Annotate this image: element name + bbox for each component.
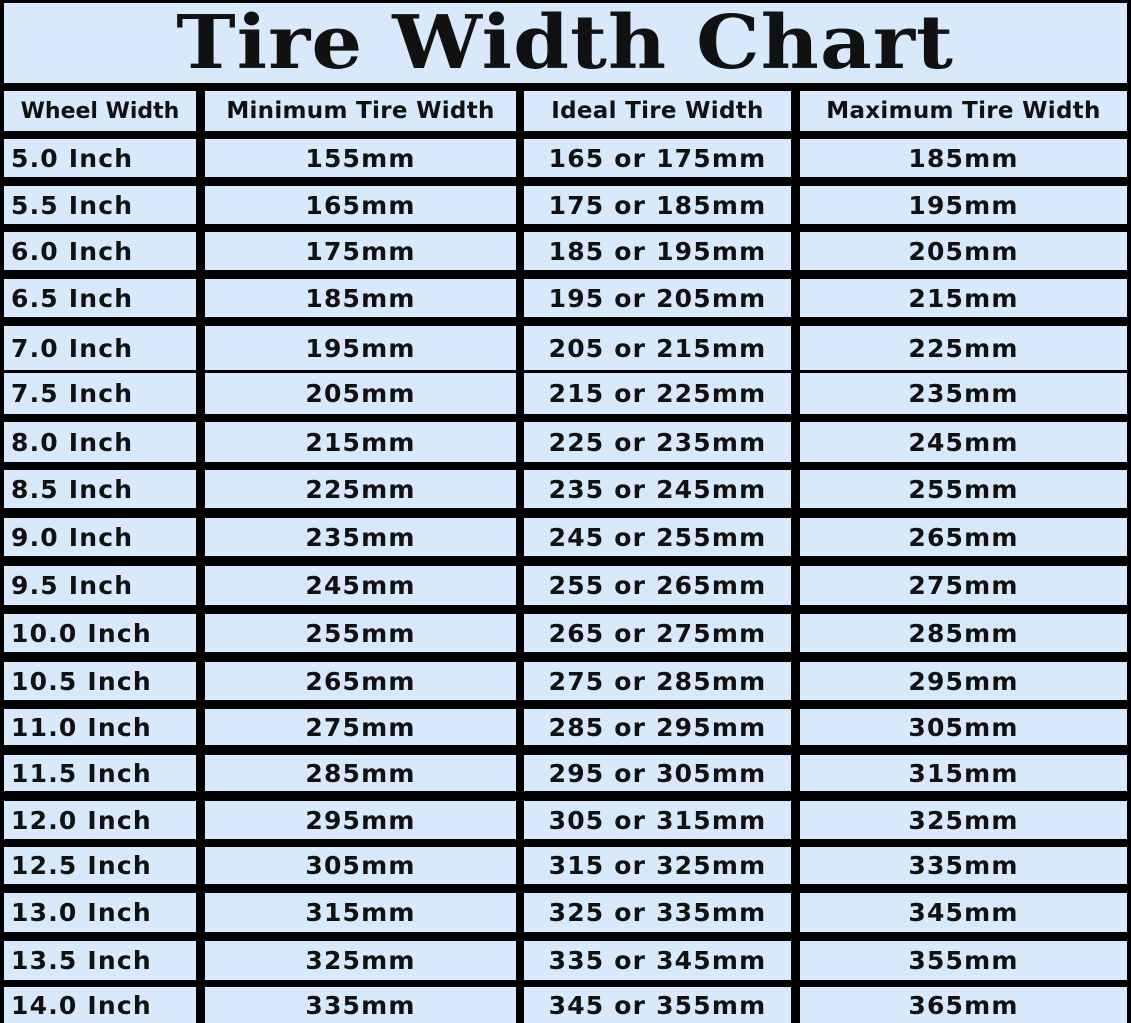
- table-cell-wheel-width: 14.0 Inch: [4, 987, 196, 1023]
- table-cell-ideal-tire-width: 245 or 255mm: [524, 518, 791, 556]
- table-cell-ideal-tire-width: 315 or 325mm: [524, 847, 791, 884]
- table-cell-minimum-tire-width: 185mm: [205, 279, 516, 317]
- table-cell-ideal-tire-width: 205 or 215mm: [524, 326, 791, 370]
- table-cell-maximum-tire-width: 325mm: [800, 801, 1127, 839]
- table-cell-maximum-tire-width: 205mm: [800, 232, 1127, 270]
- table-cell-wheel-width: 10.5 Inch: [4, 662, 196, 700]
- table-cell-wheel-width: 6.0 Inch: [4, 232, 196, 270]
- table-cell-maximum-tire-width: 315mm: [800, 755, 1127, 791]
- table-cell-minimum-tire-width: 205mm: [205, 373, 516, 414]
- table-cell-maximum-tire-width: 305mm: [800, 709, 1127, 745]
- table-cell-wheel-width: 12.5 Inch: [4, 847, 196, 884]
- table-cell-ideal-tire-width: 175 or 185mm: [524, 186, 791, 224]
- table-cell-minimum-tire-width: 175mm: [205, 232, 516, 270]
- table-cell-minimum-tire-width: 215mm: [205, 422, 516, 462]
- table-cell-wheel-width: 5.0 Inch: [4, 139, 196, 177]
- column-header-maximum-tire-width: Maximum Tire Width: [800, 91, 1127, 131]
- table-cell-ideal-tire-width: 165 or 175mm: [524, 139, 791, 177]
- table-cell-minimum-tire-width: 225mm: [205, 470, 516, 508]
- column-header-ideal-tire-width: Ideal Tire Width: [524, 91, 791, 131]
- table-cell-ideal-tire-width: 195 or 205mm: [524, 279, 791, 317]
- table-cell-ideal-tire-width: 325 or 335mm: [524, 893, 791, 932]
- table-cell-minimum-tire-width: 325mm: [205, 941, 516, 980]
- table-cell-minimum-tire-width: 295mm: [205, 801, 516, 839]
- table-cell-wheel-width: 11.5 Inch: [4, 755, 196, 791]
- table-cell-maximum-tire-width: 235mm: [800, 373, 1127, 414]
- table-cell-ideal-tire-width: 335 or 345mm: [524, 941, 791, 980]
- table-cell-maximum-tire-width: 265mm: [800, 518, 1127, 556]
- table-cell-minimum-tire-width: 265mm: [205, 662, 516, 700]
- table-cell-ideal-tire-width: 235 or 245mm: [524, 470, 791, 508]
- table-cell-ideal-tire-width: 305 or 315mm: [524, 801, 791, 839]
- table-cell-minimum-tire-width: 245mm: [205, 566, 516, 605]
- table-cell-ideal-tire-width: 215 or 225mm: [524, 373, 791, 414]
- table-cell-maximum-tire-width: 345mm: [800, 893, 1127, 932]
- table-cell-minimum-tire-width: 335mm: [205, 987, 516, 1023]
- table-cell-wheel-width: 13.5 Inch: [4, 941, 196, 980]
- table-cell-maximum-tire-width: 285mm: [800, 614, 1127, 652]
- table-cell-wheel-width: 6.5 Inch: [4, 279, 196, 317]
- table-cell-wheel-width: 7.5 Inch: [4, 373, 196, 414]
- table-cell-wheel-width: 8.5 Inch: [4, 470, 196, 508]
- table-cell-minimum-tire-width: 235mm: [205, 518, 516, 556]
- table-cell-minimum-tire-width: 195mm: [205, 326, 516, 370]
- table-cell-wheel-width: 9.5 Inch: [4, 566, 196, 605]
- table-cell-minimum-tire-width: 275mm: [205, 709, 516, 745]
- table-cell-minimum-tire-width: 315mm: [205, 893, 516, 932]
- table-cell-wheel-width: 9.0 Inch: [4, 518, 196, 556]
- table-cell-maximum-tire-width: 185mm: [800, 139, 1127, 177]
- table-cell-wheel-width: 12.0 Inch: [4, 801, 196, 839]
- table-cell-wheel-width: 8.0 Inch: [4, 422, 196, 462]
- table-cell-maximum-tire-width: 195mm: [800, 186, 1127, 224]
- table-cell-maximum-tire-width: 295mm: [800, 662, 1127, 700]
- table-cell-maximum-tire-width: 275mm: [800, 566, 1127, 605]
- table-cell-ideal-tire-width: 255 or 265mm: [524, 566, 791, 605]
- table-cell-minimum-tire-width: 165mm: [205, 186, 516, 224]
- table-cell-ideal-tire-width: 295 or 305mm: [524, 755, 791, 791]
- table-cell-maximum-tire-width: 225mm: [800, 326, 1127, 370]
- table-cell-maximum-tire-width: 215mm: [800, 279, 1127, 317]
- chart-title: Tire Width Chart: [176, 0, 955, 86]
- table-cell-ideal-tire-width: 185 or 195mm: [524, 232, 791, 270]
- table-cell-wheel-width: 11.0 Inch: [4, 709, 196, 745]
- table-cell-ideal-tire-width: 265 or 275mm: [524, 614, 791, 652]
- table-cell-ideal-tire-width: 225 or 235mm: [524, 422, 791, 462]
- table-cell-ideal-tire-width: 285 or 295mm: [524, 709, 791, 745]
- table-cell-ideal-tire-width: 275 or 285mm: [524, 662, 791, 700]
- table-cell-wheel-width: 13.0 Inch: [4, 893, 196, 932]
- column-header-wheel-width: Wheel Width: [4, 91, 196, 131]
- table-cell-wheel-width: 5.5 Inch: [4, 186, 196, 224]
- table-cell-minimum-tire-width: 285mm: [205, 755, 516, 791]
- title-bar: [4, 0, 1127, 86]
- table-cell-maximum-tire-width: 245mm: [800, 422, 1127, 462]
- table-cell-minimum-tire-width: 155mm: [205, 139, 516, 177]
- table-cell-wheel-width: 7.0 Inch: [4, 326, 196, 370]
- table-cell-maximum-tire-width: 355mm: [800, 941, 1127, 980]
- table-cell-wheel-width: 10.0 Inch: [4, 614, 196, 652]
- table-cell-minimum-tire-width: 255mm: [205, 614, 516, 652]
- table-cell-minimum-tire-width: 305mm: [205, 847, 516, 884]
- table-cell-maximum-tire-width: 255mm: [800, 470, 1127, 508]
- column-header-minimum-tire-width: Minimum Tire Width: [205, 91, 516, 131]
- table-cell-ideal-tire-width: 345 or 355mm: [524, 987, 791, 1023]
- table-cell-maximum-tire-width: 365mm: [800, 987, 1127, 1023]
- table-cell-maximum-tire-width: 335mm: [800, 847, 1127, 884]
